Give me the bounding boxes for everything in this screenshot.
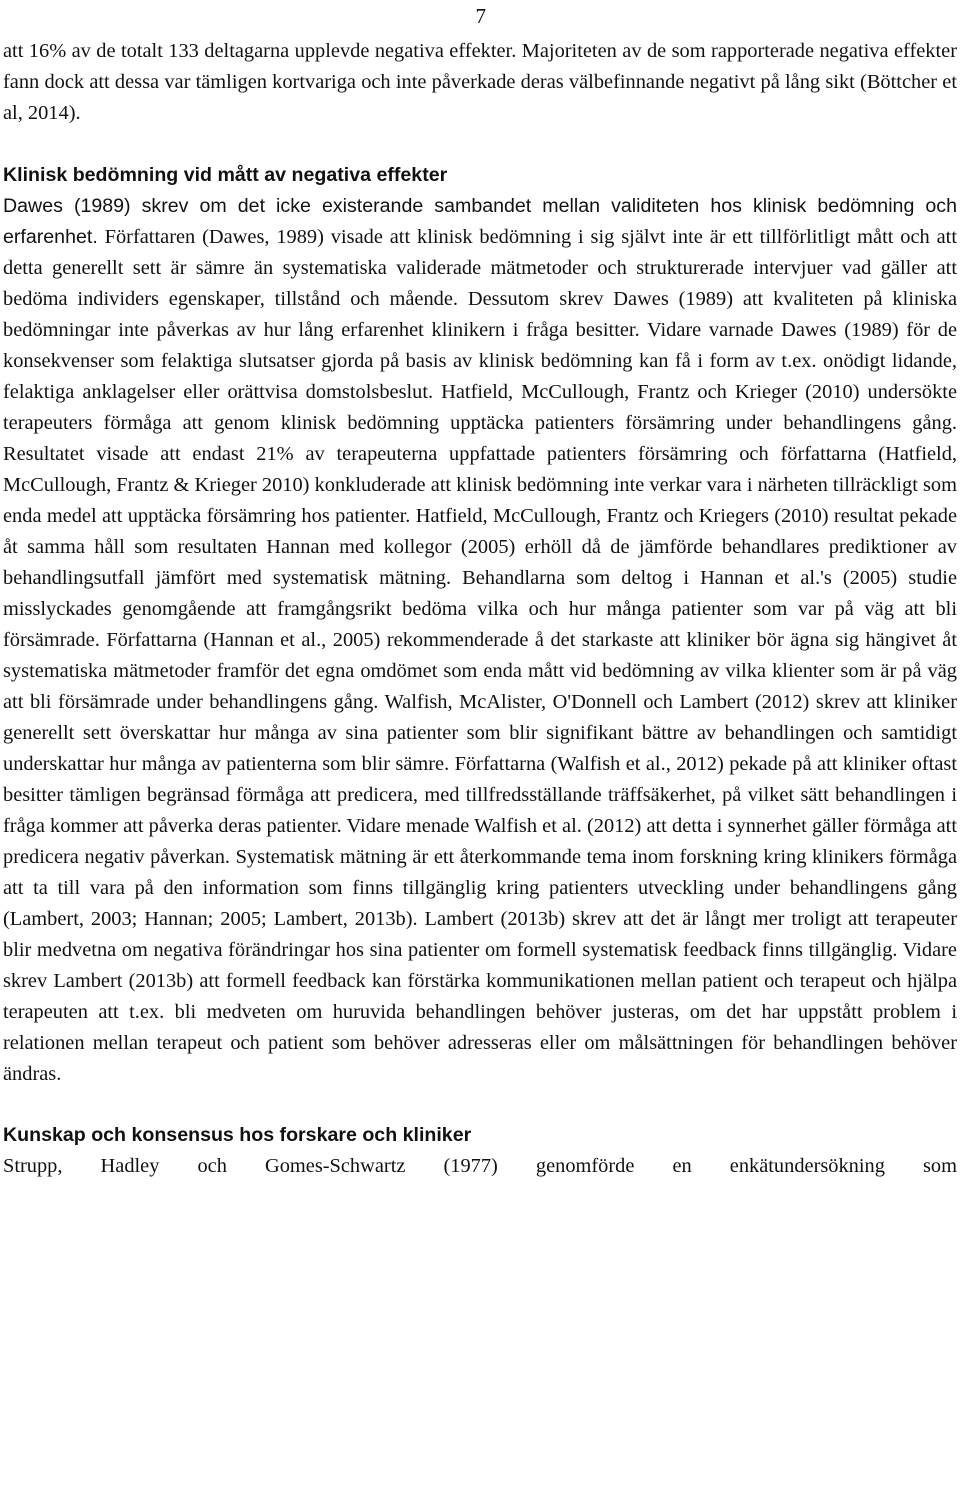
section1-paragraph <box>3 191 957 1090</box>
section-heading-kunskap-konsensus: Kunskap och konsensus hos forskare och kliniker <box>3 1124 472 1146</box>
section-heading-klinisk-bedomning: Klinisk bedömning vid mått av negativa effekter <box>3 164 448 186</box>
page-number: 7 <box>475 4 486 28</box>
section1-body-text: Författaren (Dawes, 1989) visade att klinisk bedömning i sig självt inte är ett tillförlitligt mått och att detta generellt sett är sämre än systematiska validerade mätmetoder och strukturerade intervjuer vad gäller att bedöma individers egenskaper, tillstånd och mående. Dessutom skrev Dawes (1989) att kvaliteten på kliniska bedömningar inte påverkas av hur lång erfarenhet klinikern i fråga besitter. Vidare varnade Dawes (1989) för de konsekvenser som felaktiga slutsatser gjorda på basis av klinisk bedömning kan få i form av t.ex. onödigt lidande, felaktiga anklagelser eller orättvisa domstolsbeslut. Hatfield, McCullough, Frantz och Krieger (2010) undersökte terapeuters förmåga att genom klinisk bedömning upptäcka patienters försämring under behandlingens gång. Resultatet visade att endast 21% av terapeuterna uppfattade patienters försämring och författarna (Hatfield, McCullough, Frantz & Krieger 2010) konkluderade att klinisk bedömning inte verkar vara i närheten tillräckligt som enda medel att upptäcka försämring hos patienter. Hatfield, McCullough, Frantz och Kriegers (2010) resultat pekade åt samma håll som resultaten Hannan med kollegor (2005) erhöll då de jämförde behandlares prediktioner av behandlingsutfall jämfört med systematisk mätning. Behandlarna som deltog i Hannan et al.'s (2005) studie misslyckades genomgående att framgångsrikt bedöma vilka och hur många patienter som var på väg att bli försämrade. Författarna (Hannan et al., 2005) rekommenderade å det starkaste att kliniker bör ägna sig hängivet åt systematiska mätmetoder framför det egna omdömet som enda mått vid bedömning av vilka klienter som är på väg att bli försämrade under behandlingens gång. Walfish, McAlister, O'Donnell och Lambert (2012) skrev att kliniker generellt sett överskattar hur många av sina patienter som blir signifikant bättre av behandlingen och samtidigt underskattar hur många av patienterna som blir sämre. Författarna (Walfish et al., 2012) pekade på att kliniker oftast besitter tämligen begränsad förmåga att predicera, med tillfredsställande träffsäkerhet, på vilket sätt behandlingen i fråga kommer att påverka deras patienter. Vidare menade Walfish et al. (2012) att detta i synnerhet gäller förmåga att predicera negativ påverkan. Systematisk mätning är ett återkommande tema inom forskning kring klinikers förmåga att ta till vara på den information som finns tillgänglig kring patienters utveckling under behandlingens gång (Lambert, 2003; Hannan; 2005; Lambert, 2013b). Lambert (2013b) skrev att det är långt mer troligt att terapeuter blir medvetna om negativa förändringar hos sina patienter om formell systematisk feedback finns tillgänglig. Vidare skrev Lambert (2013b) att formell feedback kan förstärka kommunikationen mellan patient och terapeut och hjälpa terapeuten att t.ex. bli medveten om huruvida behandlingen behöver justeras, om det har uppstått problem i relationen mellan terapeut och patient som behöver adresseras eller om målsättningen för behandlingen behöver ändras. <box>3 226 957 1085</box>
section1-lead-text: Dawes (1989) skrev om det icke existerande sambandet mellan validiteten hos klinisk bedömning och erfarenhet. <box>3 195 957 248</box>
intro-paragraph: att 16% av de totalt 133 deltagarna upplevde negativa effekter. Majoriteten av de som rapporterade negativa effekter fann dock att dessa var tämligen kortvariga och inte påverkade deras välbefinnande negativt på lång sikt (Böttcher et al, 2014). <box>3 40 957 124</box>
page-body <box>3 36 957 1182</box>
section2-paragraph: Strupp, Hadley och Gomes-Schwartz (1977) genomförde en enkätundersökning som <box>3 1155 957 1177</box>
